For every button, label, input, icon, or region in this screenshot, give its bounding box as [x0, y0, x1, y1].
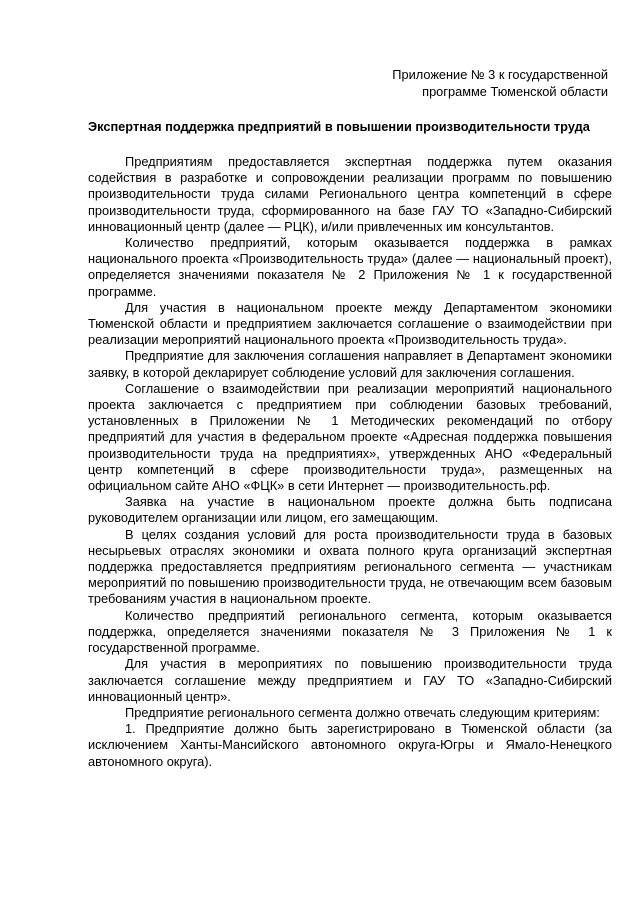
- paragraph: 1. Предприятие должно быть зарегистрировано в Тюменской области (за исключением Ханты-Мансийского автономного округа-Югры и Ямало-Ненецкого автономного округа).: [88, 721, 612, 769]
- paragraph: Для участия в национальном проекте между Департаментом экономики Тюменской области и предприятием заключается соглашение о взаимодействии при реализации мероприятий национального проекта «Производительность труда».: [88, 299, 612, 348]
- document-body: [88, 154, 612, 770]
- appendix-line-1: Приложение № 3 к государственной: [392, 67, 608, 82]
- paragraph: Для участия в мероприятиях по повышению производительности труда заключается соглашение между предприятием и ГАУ ТО «Западно-Сибирский инновационный центр».: [88, 656, 612, 704]
- paragraph: Соглашение о взаимодействии при реализации мероприятий национального проекта заключается с предприятием при соблюдении базовых требований, установленных в Приложении № 1 Методических рекомендаций по отбору предприятий для участия в федеральном проекте «Адресная поддержка повышения производительности труда на предприятиях», утвержденных АНО «Федеральный центр компетенций в сфере производительности труда», размещенных на официальном сайте АНО «ФЦК» в сети Интернет — производительность.рф.: [88, 380, 612, 494]
- document-title: Экспертная поддержка предприятий в повышении производительности труда: [88, 119, 590, 134]
- paragraph: В целях создания условий для роста производительности труда в базовых несырьевых отраслях экономики и охвата полного круга организаций экспертная поддержка предоставляется предприятиям регионального сегмента — участникам мероприятий по повышению производительности труда, не отвечающим всем базовым требованиям участия в национальном проекте.: [88, 526, 612, 607]
- paragraph: Предприятие регионального сегмента должно отвечать следующим критериям:: [125, 704, 600, 720]
- paragraph: Количество предприятий регионального сегмента, которым оказывается поддержка, определяется значениями показателя № 3 Приложения № 1 к государственной программе.: [88, 607, 612, 656]
- appendix-line-2: программе Тюменской области: [422, 84, 608, 99]
- appendix-note: [308, 66, 608, 100]
- paragraph: Предприятиям предоставляется экспертная поддержка путем оказания содействия в разработке и сопровождении реализации программ по повышению производительности труда силами Регионального центра компетенций в сфере производительности труда, сформированного на базе ГАУ ТО «Западно-Сибирский инновационный центр (далее — РЦК), и/или привлеченных им консультантов.: [88, 154, 612, 234]
- paragraph: Предприятие для заключения соглашения направляет в Департамент экономики заявку, в которой декларирует соблюдение условий для заключения соглашения.: [88, 348, 612, 380]
- paragraph: Количество предприятий, которым оказывается поддержка в рамках национального проекта «Производительность труда» (далее — национальный проект), определяется значениями показателя № 2 Приложения № 1 к государственной программе.: [88, 235, 612, 299]
- paragraph: Заявка на участие в национальном проекте должна быть подписана руководителем организации или лицом, его замещающим.: [88, 494, 612, 526]
